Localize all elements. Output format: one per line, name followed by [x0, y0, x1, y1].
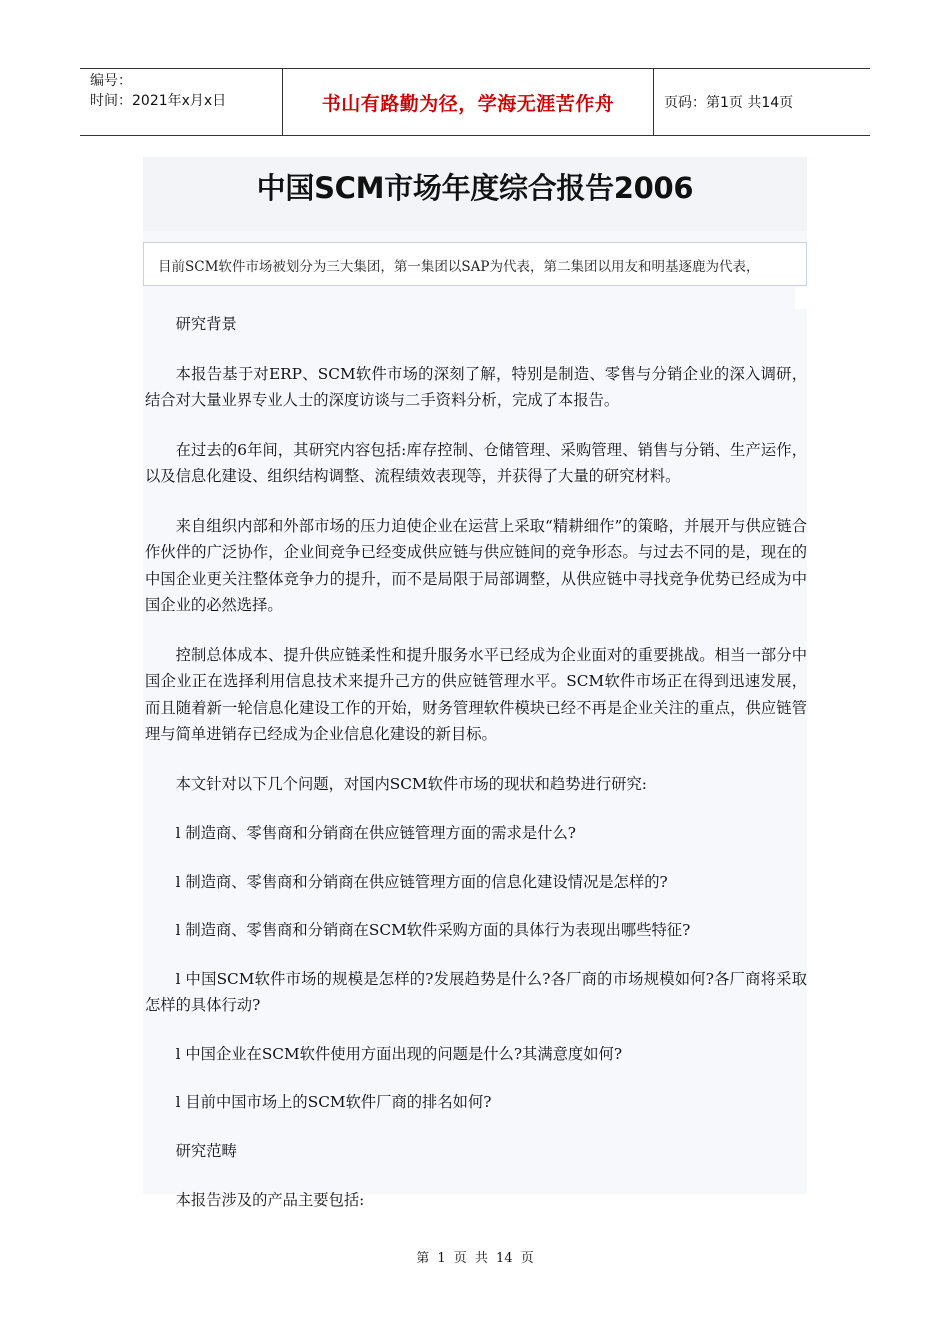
header-time-label: 时间：2021年x月x日 — [90, 93, 227, 109]
summary-box — [143, 242, 807, 286]
header-motto-cell — [282, 69, 654, 135]
paragraph: 本报告涉及的产品主要包括: — [175, 1191, 365, 1209]
bullet-item: l 中国SCM软件市场的规模是怎样的?发展趋势是什么?各厂商的市场规模如何?各厂商将采取怎样的具体行动? — [145, 969, 807, 1014]
paragraph: 在过去的6年间，其研究内容包括:库存控制、仓储管理、采购管理、销售与分销、生产运作，以及信息化建设、组织结构调整、流程绩效表现等，并获得了大量的研究材料。 — [145, 440, 807, 485]
document-header — [80, 68, 870, 136]
bullet-item: l 制造商、零售商和分销商在供应链管理方面的需求是什么? — [175, 824, 576, 842]
paragraph: 本文针对以下几个问题，对国内SCM软件市场的现状和趋势进行研究: — [175, 774, 647, 793]
header-page-info: 页码：第1页 共14页 — [664, 95, 794, 111]
bullet-item: l 中国企业在SCM软件使用方面出现的问题是什么?其满意度如何? — [175, 1044, 623, 1063]
header-meta — [80, 69, 282, 135]
header-page-info-cell — [654, 69, 870, 135]
bullet-item: l 制造商、零售商和分销商在供应链管理方面的信息化建设情况是怎样的? — [175, 872, 668, 891]
decorative-block — [795, 287, 807, 309]
paragraph: 控制总体成本、提升供应链柔性和提升服务水平已经成为企业面对的重要挑战。相当一部分中国企业正在选择利用信息技术来提升己方的供应链管理水平。SCM软件市场正在得到迅速发展，而且随着新一轮信息化建设工作的开始，财务管理软件模块已经不再是企业关注的重点，供应链管理与简单进销存已经成为企业信息化建设的新目标。 — [145, 645, 807, 743]
document-body — [145, 311, 807, 1237]
summary-text: 目前SCM软件市场被划分为三大集团，第一集团以SAP为代表，第二集团以用友和明基逐鹿为代表， — [158, 259, 760, 275]
header-number-label: 编号： — [90, 73, 132, 89]
header-motto: 书山有路勤为径，学海无涯苦作舟 — [321, 92, 615, 115]
page-footer: 第 1 页 共 14 页 — [416, 1251, 534, 1266]
bullet-item: l 制造商、零售商和分销商在SCM软件采购方面的具体行为表现出哪些特征? — [175, 921, 691, 939]
section-heading-background: 研究背景 — [175, 315, 237, 333]
paragraph: 来自组织内部和外部市场的压力迫使企业在运营上采取“精耕细作”的策略，并展开与供应链合作伙伴的广泛协作，企业间竞争已经变成供应链与供应链间的竞争形态。与过去不同的是，现在的中国企业更关注整体竞争力的提升，而不是局限于局部调整，从供应链中寻找竞争优势已经成为中国企业的必然选择。 — [145, 516, 807, 614]
paragraph: 本报告基于对ERP、SCM软件市场的深刻了解，特别是制造、零售与分销企业的深入调研，结合对大量业界专业人士的深度访谈与二手资料分析，完成了本报告。 — [145, 364, 807, 409]
bullet-item: l 目前中国市场上的SCM软件厂商的排名如何? — [175, 1093, 492, 1111]
document-title: 中国SCM市场年度综合报告2006 — [256, 171, 694, 205]
section-heading-scope: 研究范畴 — [175, 1141, 237, 1160]
